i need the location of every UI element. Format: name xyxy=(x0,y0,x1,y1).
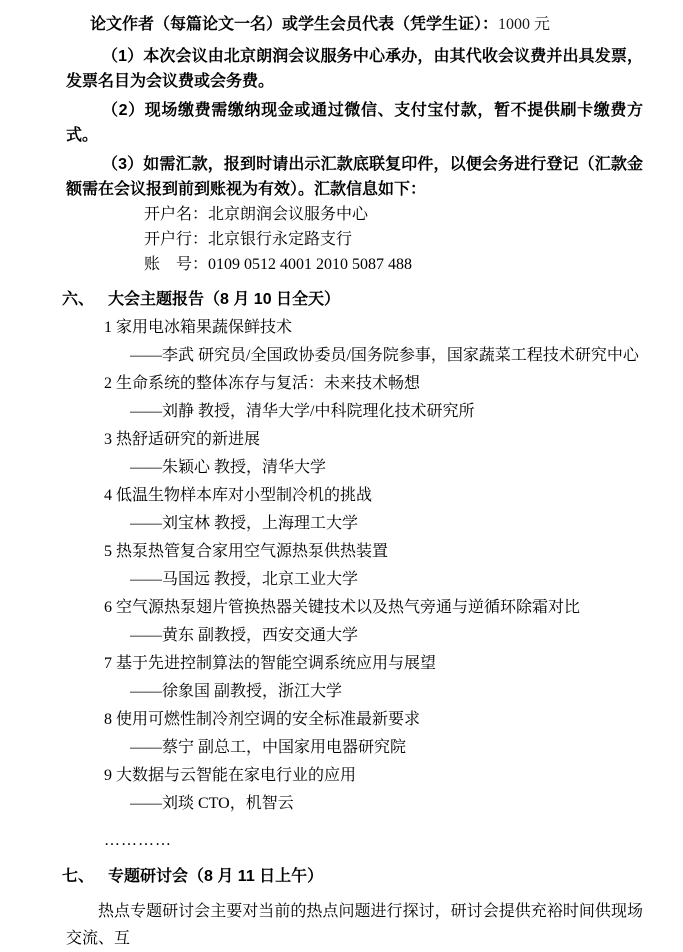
section-7-body: 热点专题研讨会主要对当前的热点问题进行探讨，研讨会提供充裕时间供现场交流、互 xyxy=(66,903,643,947)
report-7-title: 7 基于先进控制算法的智能空调系统应用与展望 xyxy=(104,655,437,672)
section-7-title: 专题研讨会（8 月 11 日上午） xyxy=(108,868,324,885)
bank-account-name: 开户名：北京朗润会议服务中心 xyxy=(144,206,369,223)
report-2-title: 2 生命系统的整体冻存与复活：未来技术畅想 xyxy=(104,375,421,392)
report-6-speaker: ——黄东 副教授，西安交通大学 xyxy=(130,627,359,644)
section-7-marker: 七、 xyxy=(62,868,95,885)
report-7-speaker: ——徐象国 副教授，浙江大学 xyxy=(130,683,343,700)
section-7-heading xyxy=(62,864,643,890)
bank-branch: 开户行：北京银行永定路支行 xyxy=(144,231,353,248)
report-4-speaker: ——刘宝林 教授，上海理工大学 xyxy=(130,515,359,532)
report-9-speaker: ——刘琰 CTO，机智云 xyxy=(130,795,294,812)
report-8-speaker: ——蔡宁 副总工，中国家用电器研究院 xyxy=(130,739,407,756)
ellipsis-line: ………… xyxy=(104,832,172,849)
payment-note-1: （1）本次会议由北京朗润会议服务中心承办，由其代收会议费并出具发票，发票名目为会议费或会务费。 xyxy=(66,48,643,90)
report-1-speaker: ——李武 研究员/全国政协委员/国务院参事，国家蔬菜工程技术研究中心 xyxy=(130,347,639,364)
payment-note-2: （2）现场缴费需缴纳现金或通过微信、支付宝付款，暂不提供刷卡缴费方式。 xyxy=(66,102,643,144)
report-6-title: 6 空气源热泵翅片管换热器关键技术以及热气旁通与逆循环除霜对比 xyxy=(104,599,581,616)
report-3-title: 3 热舒适研究的新进展 xyxy=(104,431,261,448)
registration-fee-value: 1000 元 xyxy=(498,16,551,33)
report-8-title: 8 使用可燃性制冷剂空调的安全标准最新要求 xyxy=(104,711,421,728)
section-6-title: 大会主题报告（8 月 10 日全天） xyxy=(108,291,341,308)
report-1-title: 1 家用电冰箱果蔬保鲜技术 xyxy=(104,319,293,336)
registration-fee-label: 论文作者（每篇论文一名）或学生会员代表（凭学生证）： xyxy=(90,16,499,33)
report-2-speaker: ——刘静 教授，清华大学/中科院理化技术研究所 xyxy=(130,403,475,420)
section-6-marker: 六、 xyxy=(62,291,95,308)
report-9-title: 9 大数据与云智能在家电行业的应用 xyxy=(104,767,357,784)
report-3-speaker: ——朱颖心 教授，清华大学 xyxy=(130,459,327,476)
report-5-title: 5 热泵热管复合家用空气源热泵供热装置 xyxy=(104,543,389,560)
bank-account-number: 账 号：0109 0512 4001 2010 5087 488 xyxy=(144,256,413,273)
registration-fee-line xyxy=(90,12,643,38)
report-4-title: 4 低温生物样本库对小型制冷机的挑战 xyxy=(104,487,373,504)
report-5-speaker: ——马国远 教授，北京工业大学 xyxy=(130,571,359,588)
payment-note-3: （3）如需汇款，报到时请出示汇款底联复印件，以便会务进行登记（汇款金额需在会议报到前到账视为有效）。汇款信息如下： xyxy=(66,156,643,198)
section-6-heading xyxy=(62,287,643,313)
